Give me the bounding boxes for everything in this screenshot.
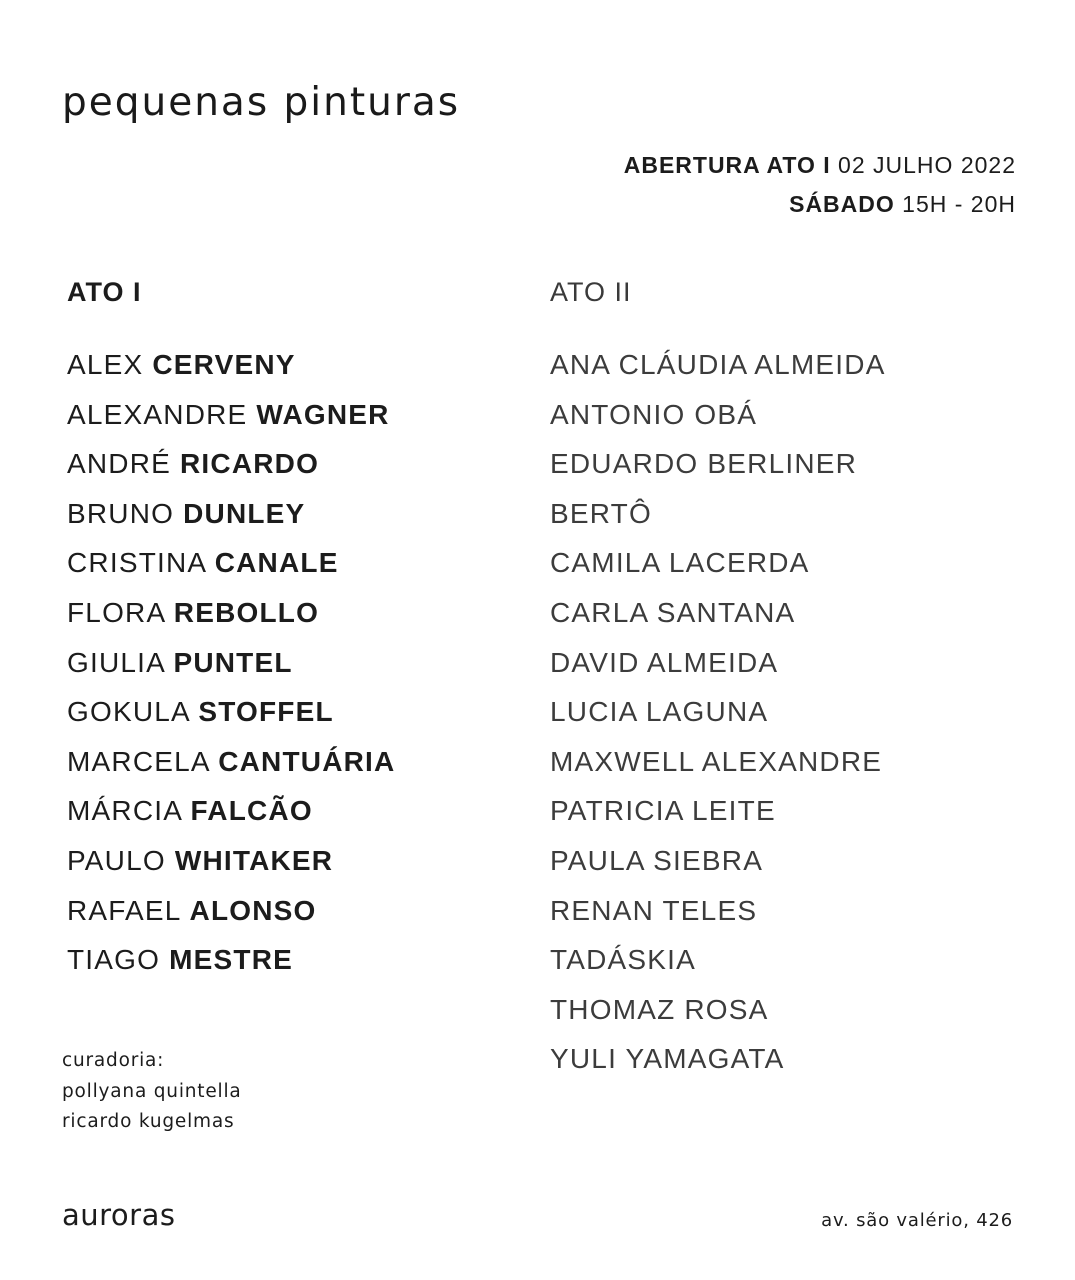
artist-surname: REBOLLO <box>173 596 320 628</box>
curator-name: pollyana quintella <box>62 1080 242 1102</box>
artist-item: BERTÔ <box>550 497 652 529</box>
artist-item: ANTONIO OBÁ <box>550 398 758 430</box>
artist-first-name: ALEX <box>67 349 153 380</box>
artist-first-name: GOKULA <box>67 696 199 728</box>
opening-label: ABERTURA ATO I <box>623 152 831 178</box>
artist-item: TADÁSKIA <box>550 944 697 976</box>
artist-surname: WAGNER <box>256 398 390 430</box>
artist-item <box>67 395 395 445</box>
curators-label: curadoria: <box>62 1050 165 1071</box>
artist-item <box>67 791 395 841</box>
opening-date-line <box>624 146 1016 185</box>
artist-first-name: CRISTINA <box>67 547 215 579</box>
artist-surname: DUNLEY <box>183 497 306 529</box>
artist-item <box>67 543 395 593</box>
artist-item <box>67 345 395 395</box>
artist-surname: CANTUÁRIA <box>218 745 396 777</box>
artist-first-name: RAFAEL <box>67 894 190 926</box>
artist-item: ANA CLÁUDIA ALMEIDA <box>550 349 886 380</box>
artist-item <box>67 643 395 693</box>
gallery-logo: auroras <box>62 1198 176 1232</box>
curator-name: ricardo kugelmas <box>62 1111 235 1132</box>
artist-item: CAMILA LACERDA <box>550 547 810 579</box>
opening-day: SÁBADO <box>789 191 895 217</box>
ato-1-column <box>67 272 395 990</box>
exhibition-title: pequenas pinturas <box>62 80 461 125</box>
artist-item <box>67 444 395 494</box>
artist-first-name: FLORA <box>67 596 174 628</box>
artist-first-name: ANDRÉ <box>67 448 180 480</box>
ato-1-artist-list <box>67 345 395 990</box>
artist-item: YULI YAMAGATA <box>550 1043 785 1075</box>
curators-block <box>62 1046 242 1138</box>
opening-hours: 15H - 20H <box>894 191 1016 217</box>
artist-first-name: MARCELA <box>67 745 219 777</box>
ato-1-heading: ATO I <box>67 277 142 307</box>
gallery-address: av. são valério, 426 <box>821 1210 1013 1231</box>
artist-item <box>67 742 395 792</box>
ato-2-column <box>550 272 886 1089</box>
artist-surname: PUNTEL <box>173 646 293 678</box>
artist-surname: WHITAKER <box>174 844 334 876</box>
opening-date: 02 JULHO 2022 <box>830 152 1016 178</box>
artist-first-name: ALEXANDRE <box>67 398 257 430</box>
artist-first-name: MÁRCIA <box>67 795 191 827</box>
artist-item <box>67 692 395 742</box>
artist-item: THOMAZ ROSA <box>550 993 769 1025</box>
artist-surname: ALONSO <box>189 894 317 926</box>
artist-first-name: TIAGO <box>67 944 170 976</box>
artist-item <box>67 841 395 891</box>
opening-time-line <box>624 185 1016 224</box>
artist-first-name: BRUNO <box>67 497 184 529</box>
artist-surname: MESTRE <box>169 944 293 976</box>
artist-item: MAXWELL ALEXANDRE <box>550 745 883 777</box>
opening-info <box>624 146 1016 224</box>
artist-item <box>67 940 395 990</box>
ato-2-artist-list <box>550 345 886 1089</box>
artist-item: RENAN TELES <box>550 894 758 926</box>
artist-item <box>67 494 395 544</box>
artist-surname: CERVENY <box>152 349 296 380</box>
artist-item: EDUARDO BERLINER <box>550 448 858 480</box>
artist-item <box>67 593 395 643</box>
artist-item: LUCIA LAGUNA <box>550 696 769 728</box>
artist-item: PATRICIA LEITE <box>550 795 776 827</box>
artist-surname: FALCÃO <box>190 795 313 827</box>
artist-surname: RICARDO <box>180 448 320 480</box>
artist-item <box>67 891 395 941</box>
artist-first-name: GIULIA <box>67 646 174 678</box>
artist-item: PAULA SIEBRA <box>550 844 764 876</box>
artist-item: DAVID ALMEIDA <box>550 646 779 678</box>
artist-first-name: PAULO <box>67 844 175 876</box>
artist-surname: STOFFEL <box>198 696 334 728</box>
ato-2-heading: ATO II <box>550 277 632 307</box>
artist-item: CARLA SANTANA <box>550 596 796 628</box>
artist-surname: CANALE <box>214 547 339 579</box>
